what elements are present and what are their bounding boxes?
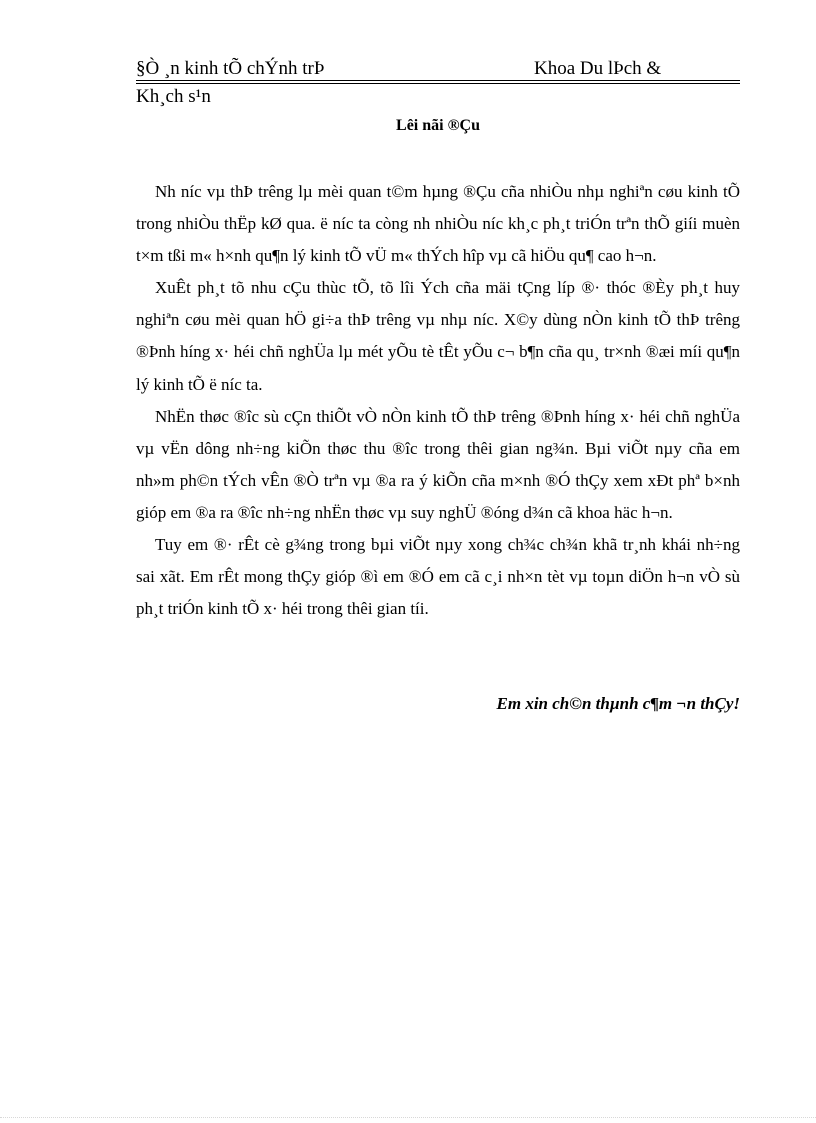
header-faculty-continuation: Kh¸ch s¹n bbox=[136, 86, 211, 107]
paragraph: Nh níc vµ thÞ trêng lµ mèi quan t©m hµng ®Çu cña nhiÒu nhµ nghiªn cøu kinh tÕ trong nhiÒu thËp kØ qua. ë níc ta còng nh nhiÒu níc kh¸c ph¸t triÓn trªn thÕ giíi muèn t×m tßi m« h×nh qu¶n lý kinh tÕ vÜ m« thÝch hîp vµ cã hiÖu qu¶ cao h¬n. bbox=[136, 182, 740, 266]
page-title: Lêi nãi ®Çu bbox=[396, 117, 480, 134]
header-course-title: §Ò ¸n kinh tÕ chÝnh trÞ bbox=[136, 58, 325, 79]
paragraph: NhËn thøc ®îc sù cÇn thiÕt vÒ nÒn kinh tÕ thÞ trêng ®Þnh híng x· héi chñ nghÜa vµ vËn dông nh÷ng kiÕn thøc thu ®îc trong thêi gian ng¾n. Bµi viÕt nµy cña em nh»m ph©n tÝch vÊn ®Ò trªn vµ ®a ra ý kiÕn cña m×nh ®Ó thÇy xem xÐt phª b×nh gióp em ®a ra ®îc nh÷ng nhËn thøc vµ suy nghÜ ®óng d¾n cã khoa häc h¬n. bbox=[136, 406, 740, 522]
signoff: Em xin ch©n thµnh c¶m ¬n thÇy! bbox=[496, 694, 740, 713]
paragraph: XuÊt ph¸t tõ nhu cÇu thùc tÕ, tõ lîi Ých cña mäi tÇng líp ®· thóc ®Èy ph¸t huy nghiªn cøu mèi quan hÖ gi÷a thÞ trêng vµ nhµ níc. X©y dùng nÒn kinh tÕ thÞ trêng ®Þnh híng x· héi chñ nghÜa lµ mét yÕu tè tÊt yÕu c¬ b¶n cña qu¸ tr×nh ®æi míi qu¶n lý kinh tÕ ë níc ta. bbox=[136, 278, 740, 394]
body-text bbox=[136, 176, 740, 625]
header-faculty: Khoa Du lÞch & bbox=[534, 58, 662, 79]
header-rule-double bbox=[136, 83, 740, 84]
paragraph: Tuy em ®· rÊt cè g¾ng trong bµi viÕt nµy xong ch¾c ch¾n khã tr¸nh khái nh÷ng sai xãt. Em rÊt mong thÇy gióp ®ì em ®Ó em cã c¸i nh×n tèt vµ toµn diÖn h¬n vÒ sù ph¸t triÓn kinh tÕ x· héi trong thêi gian tíi. bbox=[136, 535, 740, 619]
page-bottom-border bbox=[0, 1117, 816, 1118]
header-rule bbox=[136, 80, 740, 81]
